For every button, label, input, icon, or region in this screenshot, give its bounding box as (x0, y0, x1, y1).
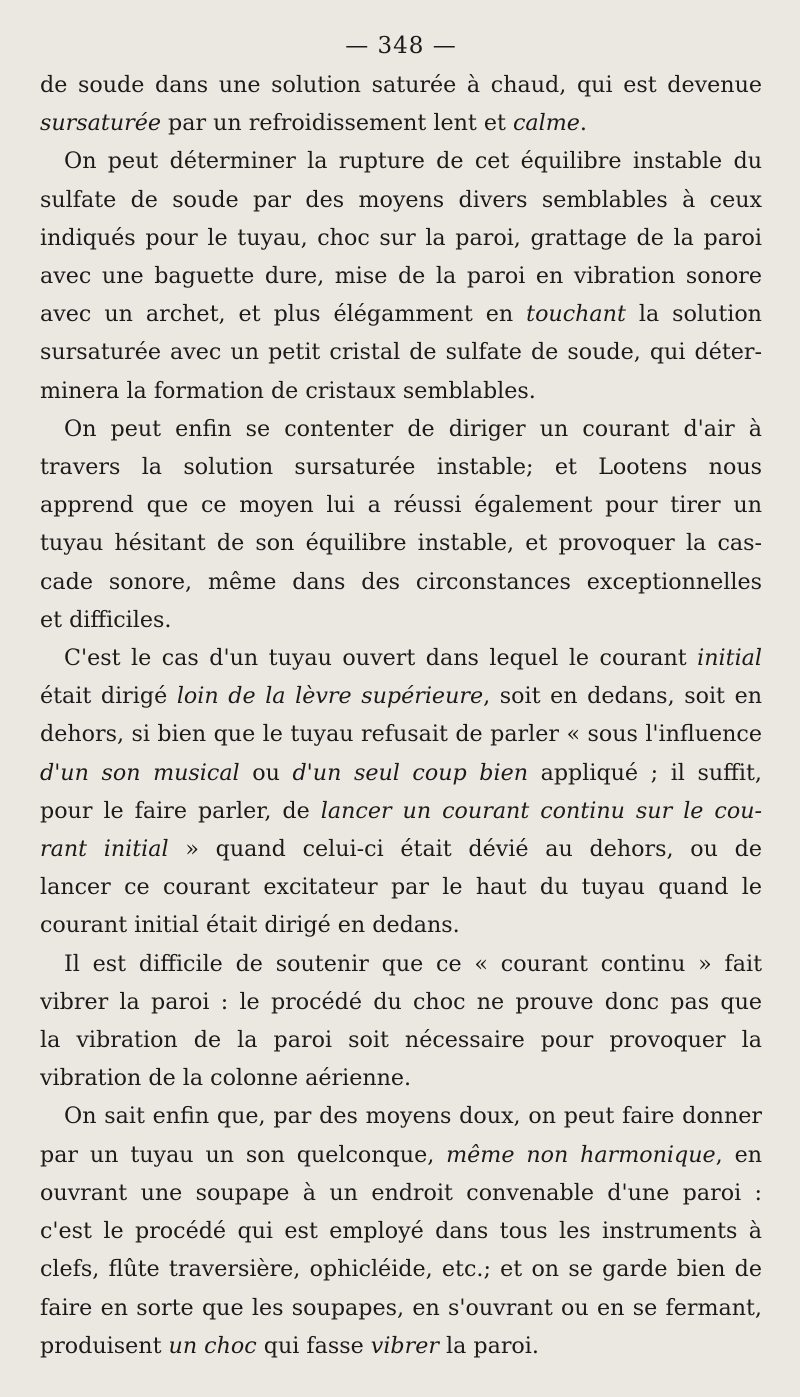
italic-text-run: d'un son musical (40, 759, 240, 786)
text-line (40, 754, 762, 792)
text-line (40, 257, 762, 295)
italic-text-run: loin de la lèvre supérieure (176, 683, 484, 710)
paragraph (40, 410, 762, 639)
text-run: la solution (625, 301, 762, 328)
text-run: la paroi. (438, 1332, 539, 1359)
text-run: vibrer la paroi : le procédé du choc ne prouve donc pas que (40, 988, 762, 1015)
text-line (40, 219, 762, 257)
text-line (40, 66, 762, 104)
text-run: courant initial était dirigé en dedans. (40, 912, 460, 939)
text-run: . (579, 110, 587, 137)
text-run: On peut déterminer la rupture de cet équilibre instable du (64, 148, 762, 175)
text-line (40, 1136, 762, 1174)
italic-text-run: vibrer (370, 1332, 439, 1359)
paragraph (40, 142, 762, 409)
text-line (40, 601, 762, 639)
text-line (40, 1174, 762, 1212)
text-line (40, 677, 762, 715)
text-line (40, 410, 762, 448)
paragraph (40, 945, 762, 1098)
text-line (40, 448, 762, 486)
italic-text-run: calme (512, 110, 580, 137)
text-run: sursaturée avec un petit cristal de sulfate de soude, qui déter- (40, 339, 762, 366)
paragraph (40, 66, 762, 142)
text-line (40, 945, 762, 983)
italic-text-run: même non harmonique (446, 1141, 716, 1168)
text-run: lancer ce courant excitateur par le haut du tuyau quand le (40, 874, 762, 901)
text-run: , en (715, 1141, 762, 1168)
text-run: de soude dans une solution saturée à chaud, qui est devenue (40, 72, 762, 98)
text-run: par un tuyau un son quelconque, (40, 1141, 447, 1168)
text-run: était dirigé (40, 683, 177, 710)
text-run: produisent (40, 1332, 169, 1359)
italic-text-run: sursaturée (40, 110, 161, 137)
text-run: avec une baguette dure, mise de la paroi en vibration sonore (40, 263, 762, 290)
text-run: faire en sorte que les soupapes, en s'ouvrant ou en se fermant, (40, 1294, 762, 1321)
text-run: indiqués pour le tuyau, choc sur la paroi, grattage de la paroi (40, 224, 762, 251)
text-run: On peut enfin se contenter de diriger un courant d'air à (64, 415, 762, 442)
text-run: avec un archet, et plus élégamment en (40, 301, 527, 328)
text-line (40, 1327, 762, 1365)
text-run: sulfate de soude par des moyens divers semblables à ceux (40, 186, 762, 213)
text-line (40, 524, 762, 562)
text-run: apprend que ce moyen lui a réussi également pour tirer un (40, 492, 762, 519)
text-line (40, 563, 762, 601)
text-run: , soit en dedans, soit en (483, 683, 762, 710)
text-line (40, 372, 762, 410)
text-line (40, 1250, 762, 1288)
text-run: cade sonore, même dans des circonstances exceptionnelles (40, 568, 762, 595)
text-line (40, 1212, 762, 1250)
text-run: C'est le cas d'un tuyau ouvert dans lequel le courant (64, 645, 698, 672)
text-line (40, 1021, 762, 1059)
text-run: la vibration de la paroi soit nécessaire pour provoquer la (40, 1027, 762, 1054)
text-run: vibration de la colonne aérienne. (40, 1065, 412, 1092)
italic-text-run: initial (697, 645, 762, 672)
text-run: » quand celui-ci était dévié au dehors, ou de (168, 836, 762, 863)
text-run: Il est difficile de soutenir que ce « courant continu » fait (64, 950, 762, 977)
text-line (40, 1289, 762, 1327)
text-run: par un refroidissement lent et (160, 110, 513, 137)
text-run: clefs, flûte traversière, ophicléide, etc.; et on se garde bien de (40, 1256, 762, 1283)
text-line (40, 830, 762, 868)
italic-text-run: un choc (168, 1332, 257, 1359)
text-run: c'est le procédé qui est employé dans tous les instruments à (40, 1218, 762, 1245)
text-line (40, 295, 762, 333)
text-run: dehors, si bien que le tuyau refusait de parler « sous l'influence (40, 721, 762, 748)
text-run: qui fasse (256, 1332, 371, 1359)
text-line (40, 715, 762, 753)
text-line (40, 181, 762, 219)
text-line (40, 906, 762, 944)
text-line (40, 142, 762, 180)
text-line (40, 486, 762, 524)
text-run: ou (239, 759, 293, 786)
text-run: minera la formation de cristaux semblables. (40, 377, 536, 404)
text-line (40, 983, 762, 1021)
text-line (40, 1097, 762, 1135)
text-line (40, 792, 762, 830)
italic-text-run: d'un seul coup bien (292, 759, 529, 786)
page-number: — 348 — (345, 33, 457, 59)
text-run: appliqué ; il suffit, (528, 759, 762, 786)
text-run: travers la solution sursaturée instable; et Lootens nous (40, 454, 762, 481)
body-text (40, 66, 762, 1365)
paragraph (40, 1097, 762, 1364)
text-line (40, 1059, 762, 1097)
text-line (40, 868, 762, 906)
paragraph (40, 639, 762, 945)
italic-text-run: touchant (526, 301, 626, 328)
text-run: tuyau hésitant de son équilibre instable, et provoquer la cas- (40, 530, 762, 557)
text-run: pour le faire parler, de (40, 797, 321, 824)
text-run: On sait enfin que, par des moyens doux, on peut faire donner (64, 1103, 762, 1130)
text-run: ouvrant une soupape à un endroit convenable d'une paroi : (40, 1179, 762, 1206)
text-line (40, 333, 762, 371)
italic-text-run: rant initial (40, 836, 169, 863)
italic-text-run: lancer un courant continu sur le cou- (320, 797, 762, 824)
text-run: et difficiles. (40, 606, 172, 633)
text-line (40, 639, 762, 677)
text-line (40, 104, 762, 142)
